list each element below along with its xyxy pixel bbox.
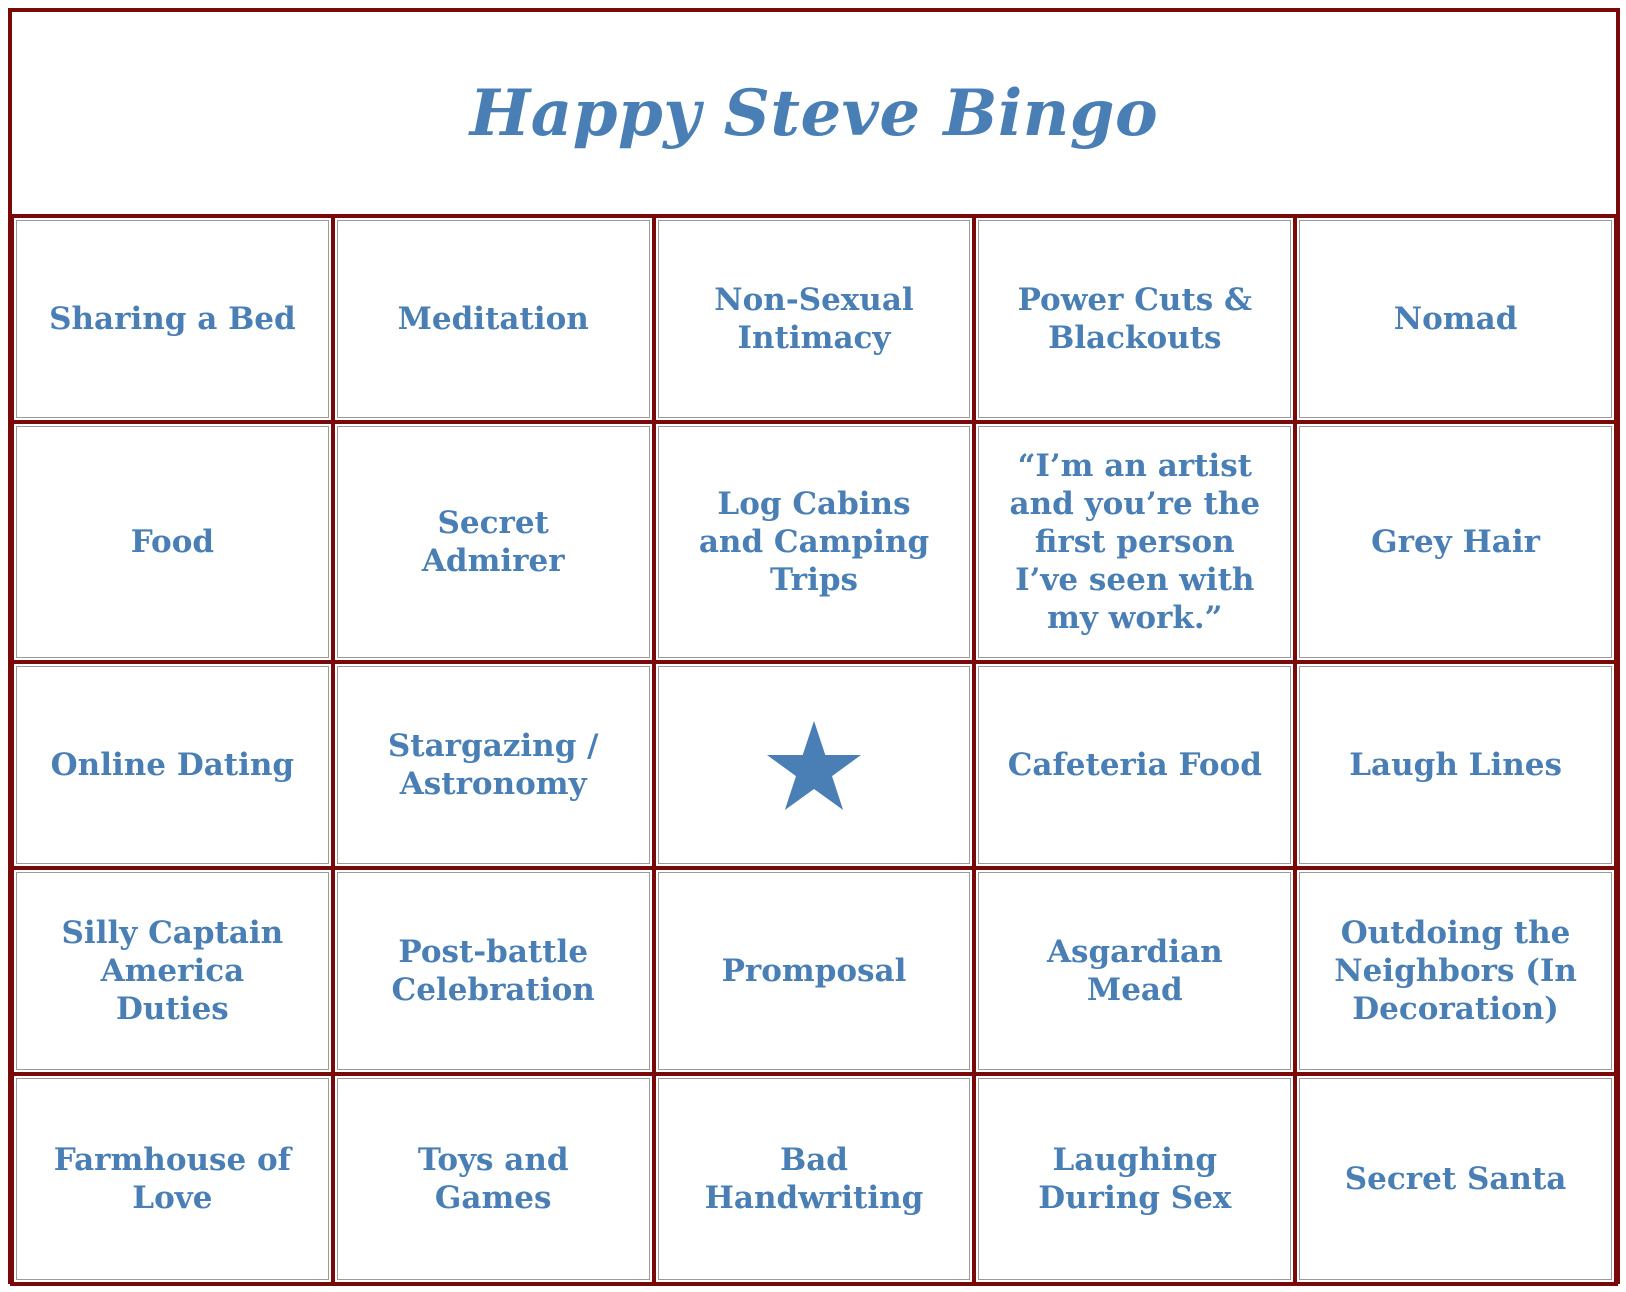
cell-label: Food	[130, 524, 215, 560]
cell-label: Meditation	[397, 301, 589, 337]
bingo-cell[interactable]	[652, 214, 977, 424]
bingo-cell[interactable]	[1293, 214, 1618, 424]
cell-label: Laugh Lines	[1349, 747, 1562, 783]
bingo-cell[interactable]	[972, 1072, 1297, 1286]
bingo-cell[interactable]	[10, 660, 335, 870]
cell-label: “I’m an artist and you’re the first person I’ve seen with my work.”	[1009, 448, 1261, 636]
cell-label: Online Dating	[50, 747, 295, 783]
bingo-cell[interactable]	[1293, 660, 1618, 870]
bingo-cell[interactable]	[10, 1072, 335, 1286]
bingo-cell[interactable]	[10, 214, 335, 424]
cell-label: Stargazing / Astronomy	[387, 728, 599, 802]
bingo-card	[8, 8, 1620, 1284]
bingo-cell[interactable]	[972, 866, 1297, 1076]
cell-label: Outdoing the Neighbors (In Decoration)	[1334, 915, 1577, 1027]
bingo-cell[interactable]	[1293, 866, 1618, 1076]
bingo-cell[interactable]	[331, 660, 656, 870]
bingo-cell[interactable]	[652, 866, 977, 1076]
bingo-cell[interactable]	[652, 1072, 977, 1286]
cell-label: Secret Admirer	[421, 505, 565, 579]
cell-label: Log Cabins and Camping Trips	[698, 486, 930, 598]
bingo-cell[interactable]	[1293, 1072, 1618, 1286]
cell-label: Grey Hair	[1371, 524, 1540, 560]
bingo-cell[interactable]	[331, 214, 656, 424]
cell-label: Non-Sexual Intimacy	[714, 282, 914, 356]
cell-label: Secret Santa	[1344, 1161, 1567, 1197]
bingo-cell[interactable]	[10, 866, 335, 1076]
bingo-cell[interactable]	[972, 420, 1297, 664]
cell-label: Bad Handwriting	[704, 1142, 924, 1216]
cell-label: Promposal	[721, 953, 907, 989]
cell-label: Cafeteria Food	[1007, 747, 1262, 783]
cell-label: Post-battle Celebration	[391, 934, 595, 1008]
bingo-cell[interactable]	[10, 420, 335, 664]
bingo-cell[interactable]	[972, 214, 1297, 424]
cell-label: Sharing a Bed	[49, 301, 296, 337]
star-icon	[766, 719, 862, 811]
bingo-cell[interactable]	[652, 420, 977, 664]
bingo-cell[interactable]	[972, 660, 1297, 870]
cell-label: Silly Captain America Duties	[61, 915, 284, 1027]
title-row	[12, 12, 1616, 214]
cell-label: Laughing During Sex	[1038, 1142, 1232, 1216]
bingo-cell[interactable]	[331, 420, 656, 664]
cell-label: Asgardian Mead	[1046, 934, 1223, 1008]
page-title: Happy Steve Bingo	[469, 75, 1159, 151]
cell-label: Toys and Games	[417, 1142, 569, 1216]
bingo-cell[interactable]	[331, 1072, 656, 1286]
bingo-cell[interactable]	[1293, 420, 1618, 664]
free-space-cell[interactable]	[652, 660, 977, 870]
bingo-grid	[12, 216, 1616, 1284]
cell-label: Nomad	[1393, 301, 1518, 337]
cell-label: Farmhouse of Love	[53, 1142, 292, 1216]
bingo-cell[interactable]	[331, 866, 656, 1076]
cell-label: Power Cuts & Blackouts	[1017, 282, 1253, 356]
